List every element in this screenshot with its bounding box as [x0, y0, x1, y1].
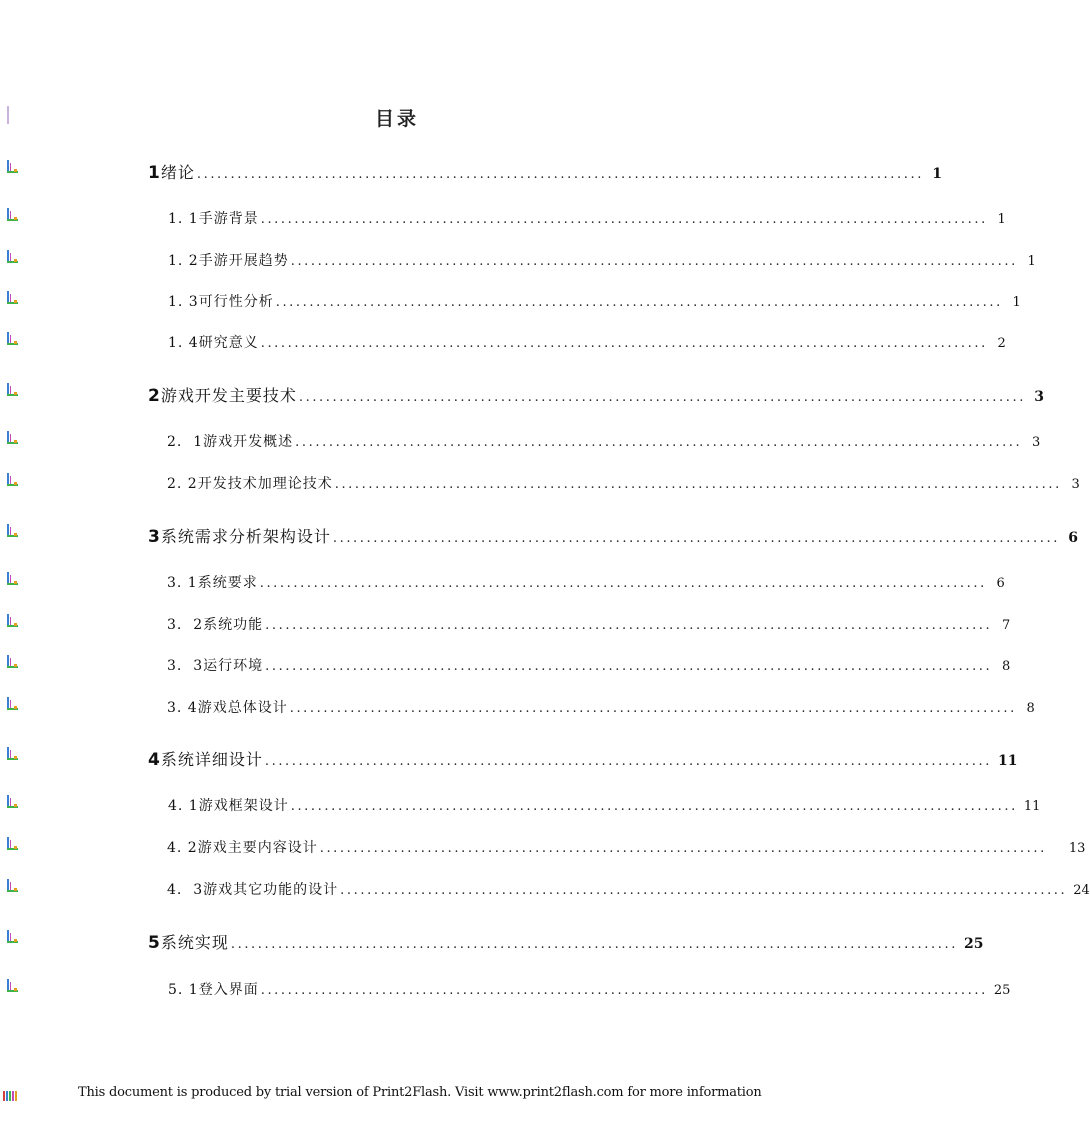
margin-marker-icon	[5, 524, 21, 539]
toc-leader-dots: ............................................................................................................	[290, 799, 1018, 814]
toc-page-number: 25	[993, 983, 1011, 998]
toc-page-number: 8	[1001, 659, 1011, 674]
toc-page-number: 1	[997, 212, 1006, 227]
toc-entry-section-2-1[interactable]	[167, 431, 1041, 453]
toc-entry-label: 1. 1手游背景	[168, 211, 259, 227]
toc-entry-section-3-1[interactable]	[167, 572, 1005, 594]
toc-entry-label: 4. 2游戏主要内容设计	[167, 840, 318, 856]
margin-marker-icon	[5, 795, 21, 810]
toc-page-number: 25	[963, 936, 984, 952]
toc-entry-section-5-1[interactable]	[168, 979, 1011, 1001]
toc-entry-section-4-2[interactable]	[167, 837, 1086, 859]
margin-marker-icon	[5, 655, 21, 670]
toc-entry-label: 3. 1系统要求	[167, 575, 258, 591]
toc-page-number: 6	[996, 576, 1005, 591]
toc-entry-section-4-3[interactable]	[167, 879, 1090, 901]
toc-leader-dots: ............................................................................................................	[290, 254, 1018, 269]
toc-leader-dots: ............................................................................................................	[340, 883, 1068, 898]
toc-leader-dots: ............................................................................................................	[264, 754, 992, 769]
toc-leader-dots: ............................................................................................................	[230, 937, 958, 952]
toc-page-number: 3	[1031, 435, 1041, 450]
toc-leader-dots: ............................................................................................................	[260, 212, 988, 227]
margin-marker-icon	[5, 332, 21, 347]
toc-entry-label: 1. 4研究意义	[168, 335, 259, 351]
toc-page-number: 2	[997, 336, 1006, 351]
margin-marker-icon	[5, 837, 21, 852]
toc-entry-section-3-3[interactable]	[167, 655, 1011, 677]
toc-entry-chapter-1[interactable]	[148, 160, 942, 183]
toc-leader-dots: ............................................................................................................	[265, 659, 993, 674]
toc-entry-section-1-4[interactable]	[168, 332, 1006, 354]
toc-entry-label: 3系统需求分析架构设计	[148, 527, 331, 547]
toc-entry-label: 3. 3运行环境	[167, 658, 264, 674]
toc-entry-chapter-4[interactable]	[148, 747, 1018, 770]
toc-leader-dots: ............................................................................................................	[260, 983, 988, 998]
toc-leader-dots: ............................................................................................................	[196, 167, 924, 182]
toc-page-number: 13	[1068, 841, 1086, 856]
toc-entry-label: 4. 1游戏框架设计	[168, 798, 289, 814]
footer-logo-icon	[3, 1086, 23, 1098]
toc-page-number: 11	[997, 753, 1018, 769]
toc-entry-section-1-1[interactable]	[168, 208, 1006, 230]
toc-entry-section-1-3[interactable]	[168, 291, 1021, 313]
toc-page-number: 8	[1026, 701, 1035, 716]
toc-leader-dots: ............................................................................................................	[289, 701, 1017, 716]
toc-entry-section-4-1[interactable]	[168, 795, 1041, 817]
margin-marker-icon	[5, 572, 21, 587]
toc-leader-dots: ............................................................................................................	[259, 576, 987, 591]
toc-entry-label: 3. 2系统功能	[167, 617, 264, 633]
toc-leader-dots: ............................................................................................................	[265, 618, 993, 633]
toc-entry-label: 2. 2开发技术加理论技术	[167, 476, 333, 492]
toc-entry-section-3-4[interactable]	[167, 697, 1035, 719]
toc-leader-dots: ............................................................................................................	[295, 435, 1023, 450]
toc-page-number: 3	[1034, 389, 1044, 405]
margin-marker-icon	[5, 106, 21, 121]
toc-page-number: 1	[932, 166, 942, 182]
margin-marker-icon	[5, 930, 21, 945]
toc-entry-chapter-3[interactable]	[148, 524, 1078, 547]
toc-leader-dots: ............................................................................................................	[319, 841, 1047, 856]
toc-entry-label: 5. 1登入界面	[168, 982, 259, 998]
margin-marker-icon	[5, 614, 21, 629]
toc-page-number: 11	[1023, 799, 1041, 814]
toc-title: 目录	[374, 108, 419, 130]
toc-entry-label: 1. 2手游开展趋势	[168, 253, 289, 269]
margin-marker-icon	[5, 473, 21, 488]
toc-entry-chapter-5[interactable]	[148, 930, 984, 953]
toc-page-number: 1	[1012, 295, 1021, 310]
toc-entry-label: 2. 1游戏开发概述	[167, 434, 294, 450]
toc-leader-dots: ............................................................................................................	[334, 477, 1062, 492]
toc-leader-dots: ............................................................................................................	[332, 531, 1060, 546]
toc-entry-section-2-2[interactable]	[167, 473, 1080, 495]
toc-page-number: 6	[1068, 530, 1078, 546]
toc-entry-label: 2游戏开发主要技术	[148, 386, 297, 406]
toc-entry-label: 3. 4游戏总体设计	[167, 700, 288, 716]
margin-marker-icon	[5, 697, 21, 712]
margin-marker-icon	[5, 250, 21, 265]
toc-leader-dots: ............................................................................................................	[298, 390, 1026, 405]
margin-marker-icon	[5, 879, 21, 894]
toc-entry-section-3-2[interactable]	[167, 614, 1011, 636]
margin-marker-icon	[5, 431, 21, 446]
toc-entry-label: 4. 3游戏其它功能的设计	[167, 882, 339, 898]
margin-marker-icon	[5, 291, 21, 306]
toc-page-number: 7	[1001, 618, 1011, 633]
margin-marker-icon	[5, 747, 21, 762]
margin-marker-icon	[5, 208, 21, 223]
toc-page-number: 1	[1027, 254, 1036, 269]
toc-entry-label: 5系统实现	[148, 933, 229, 953]
margin-marker-icon	[5, 383, 21, 398]
margin-marker-icon	[5, 979, 21, 994]
toc-page-number: 24	[1073, 883, 1090, 898]
toc-entry-label: 1绪论	[148, 163, 195, 183]
toc-entry-section-1-2[interactable]	[168, 250, 1036, 272]
trial-footer-text: This document is produced by trial version of Print2Flash. Visit www.print2flash.com for more information	[78, 1085, 762, 1100]
toc-entry-label: 4系统详细设计	[148, 750, 263, 770]
toc-entry-label: 1. 3可行性分析	[168, 294, 274, 310]
toc-leader-dots: ............................................................................................................	[275, 295, 1003, 310]
toc-leader-dots: ............................................................................................................	[260, 336, 988, 351]
toc-page-number: 3	[1071, 477, 1080, 492]
toc-entry-chapter-2[interactable]	[148, 383, 1044, 406]
margin-marker-icon	[5, 160, 21, 175]
